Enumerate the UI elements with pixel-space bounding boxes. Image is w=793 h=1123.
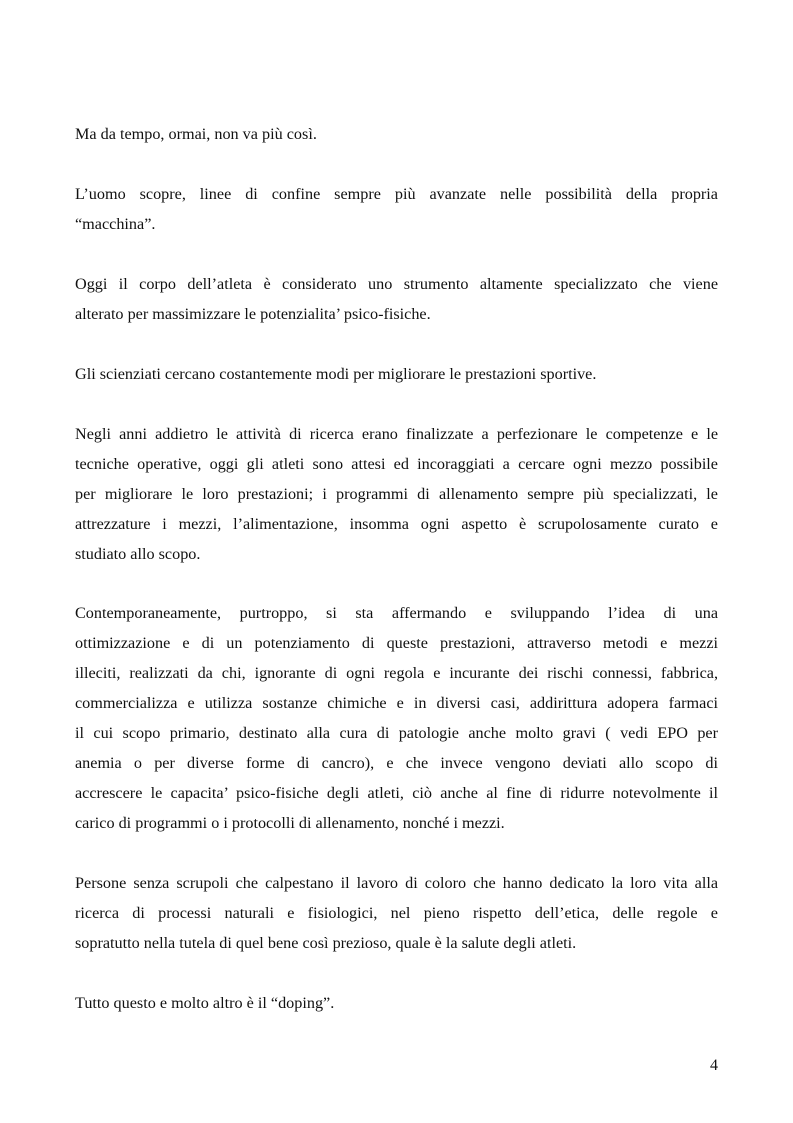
paragraph-5 [75, 419, 718, 569]
text-line: Persone senza scrupoli che calpestano il lavoro di coloro che hanno dedicato la loro vita alla [75, 874, 718, 892]
text-line: carico di programmi o i protocolli di allenamento, nonché i mezzi. [75, 814, 505, 832]
paragraph-8 [75, 988, 718, 1018]
text-line: illeciti, realizzati da chi, ignorante di ogni regola e incurante dei rischi connessi, fabbrica, [75, 664, 718, 682]
paragraph-2 [75, 179, 718, 239]
text-line: Oggi il corpo dell’atleta è considerato uno strumento altamente specializzato che viene [75, 275, 718, 293]
text-line: Ma da tempo, ormai, non va più così. [75, 125, 317, 143]
text-line: per migliorare le loro prestazioni; i programmi di allenamento sempre più specializzati, le [75, 485, 718, 503]
text-line: “macchina”. [75, 215, 156, 233]
text-line: Gli scienziati cercano costantemente modi per migliorare le prestazioni sportive. [75, 365, 597, 383]
text-line: sopratutto nella tutela di quel bene così prezioso, quale è la salute degli atleti. [75, 934, 577, 952]
text-line: accrescere le capacita’ psico-fisiche degli atleti, ciò anche al fine di ridurre notevolmente il [75, 784, 718, 802]
text-line: Negli anni addietro le attività di ricerca erano finalizzate a perfezionare le competenze e le [75, 425, 718, 443]
text-line: ricerca di processi naturali e fisiologici, nel pieno rispetto dell’etica, delle regole e [75, 904, 718, 922]
text-line: ottimizzazione e di un potenziamento di queste prestazioni, attraverso metodi e mezzi [75, 634, 718, 652]
text-line: Contemporaneamente, purtroppo, si sta affermando e sviluppando l’idea di una [75, 604, 718, 622]
paragraph-4 [75, 359, 718, 389]
paragraph-1 [75, 119, 718, 149]
text-line: L’uomo scopre, linee di confine sempre più avanzate nelle possibilità della propria [75, 185, 718, 203]
paragraph-3 [75, 269, 718, 329]
text-line: commercializza e utilizza sostanze chimiche e in diversi casi, addirittura adopera farmaci [75, 694, 718, 712]
text-line: studiato allo scopo. [75, 545, 201, 563]
text-line: il cui scopo primario, destinato alla cura di patologie anche molto gravi ( vedi EPO per [75, 724, 718, 742]
text-line: anemia o per diverse forme di cancro), e che invece vengono deviati allo scopo di [75, 754, 718, 772]
text-line: tecniche operative, oggi gli atleti sono attesi ed incoraggiati a cercare ogni mezzo possibile [75, 455, 718, 473]
paragraph-7 [75, 868, 718, 958]
text-line: Tutto questo e molto altro è il “doping”. [75, 994, 335, 1012]
paragraph-6 [75, 598, 718, 838]
page-number: 4 [710, 1057, 718, 1074]
text-line: alterato per massimizzare le potenzialita’ psico-fisiche. [75, 305, 431, 323]
text-line: attrezzature i mezzi, l’alimentazione, insomma ogni aspetto è scrupolosamente curato e [75, 515, 718, 533]
